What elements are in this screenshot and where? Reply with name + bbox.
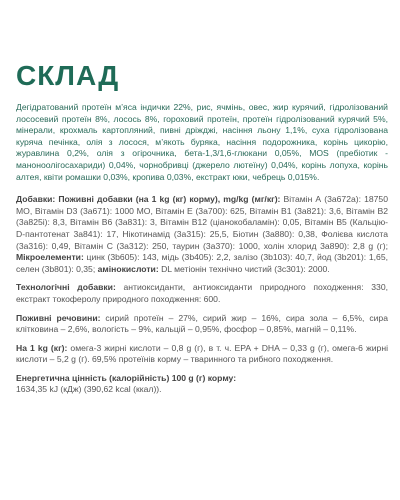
page-title: СКЛАД — [16, 60, 120, 91]
per-kg-text: омега-3 жирні кислоти – 0,8 g (г), в т. ч. EPA + DHA – 0,33 g (г), омега-6 жирні кислоти – 5,2 g (г). 69,5% протеїнів корму – тваринного та рибного походження. — [16, 342, 388, 365]
microelements-text: цинк (3b605): 143, мідь (3b405): 2,2, залізо (3b103): 40,7, йод (3b201): 1,65, селен (3b801): 0,35; — [16, 252, 388, 274]
microelements-label: Мікроелементи: — [16, 252, 84, 263]
per-kg-section — [16, 343, 388, 366]
amino-acids-label: амінокислоти: — [97, 263, 159, 274]
per-kg-label: На 1 kg (кг): — [16, 342, 68, 353]
ingredients-paragraph: Дегідратований протеїн м’яса індички 22%, рис, ячмінь, овес, жир курячий, гідролізований лососевий протеїн 8%, лосось 8%, гороховий протеїн, протеїн гідролізований курячий 5%, мінерали, крохмаль картопляний, пивні дріжджі, насіння льону 1,1%, суха гідролізована куряча печінка, олія з лосося, м’якоть буряка, насіння подорожника, корінь цикорію, журавлина 0,2%, олія з огірочника, бета-1,3/1,6-глюкани 0,05%, MOS (пребіотик - маноноолігосахариди) 0,04%, чорнобривці (джерело лютеїну) 0,04%, корінь лопуха, корінь алтея, квіти ромашки 0,03%, кропива 0,03%, екстракт юки, чебрець 0,015%. — [16, 102, 388, 182]
amino-acids-text: DL метіонін технічно чистий (3с301): 2000. — [158, 263, 330, 274]
nutrients-label: Поживні речовини: — [16, 312, 101, 323]
technological-additives-label: Технологічні добавки: — [16, 282, 116, 293]
nutrients-text: сирий протеїн – 27%, сирий жир – 16%, сира зола – 6,5%, сира клітковина – 2,6%, вологість – 9%, кальцій – 0,95%, фосфор – 0,85%, магній – 0,11%. — [16, 312, 388, 335]
technological-additives-section — [16, 282, 388, 305]
product-composition-page — [16, 60, 388, 396]
energy-value-text: 1634,35 kJ (кДж) (390,62 kcal (ккал)). — [16, 384, 162, 395]
nutrients-section — [16, 313, 388, 336]
technological-additives-text: антиоксиданти, антиоксиданти природного походження: 330, екстракт токоферолу природного походження: 600. — [16, 282, 389, 304]
energy-value-label: Енергетична цінність (калорійність) 100 g (г) корму: — [16, 372, 237, 383]
additives-text: Вітамін А (3а672а): 18750 МО, Вітамін D3 (3а671): 1000 МО, Вітамін Е (3а700): 625, Вітамін В1 (3а821): 3,6, Вітамін В2 (3а825i): 8,3, Вітамін В6 (3а831): 3, Вітамін В12 (ціанокобаламін): 0,05, Вітамін В5 (Кальцію-D-пантотенат 3а841): 17, Нікотинамід (3а315): 25,5, Біотин (3а880): 0,38, Фолієва кислота (3а316): 0,49, Вітамін С (3а312): 250, таурин (3а370): 1000, холін хлорид 3а890): 2,8 g (г); — [16, 194, 388, 251]
additives-section — [16, 194, 388, 275]
additives-label: Добавки: Поживні добавки (на 1 kg (кг) корму), mg/kg (мг/кг): — [16, 194, 281, 205]
